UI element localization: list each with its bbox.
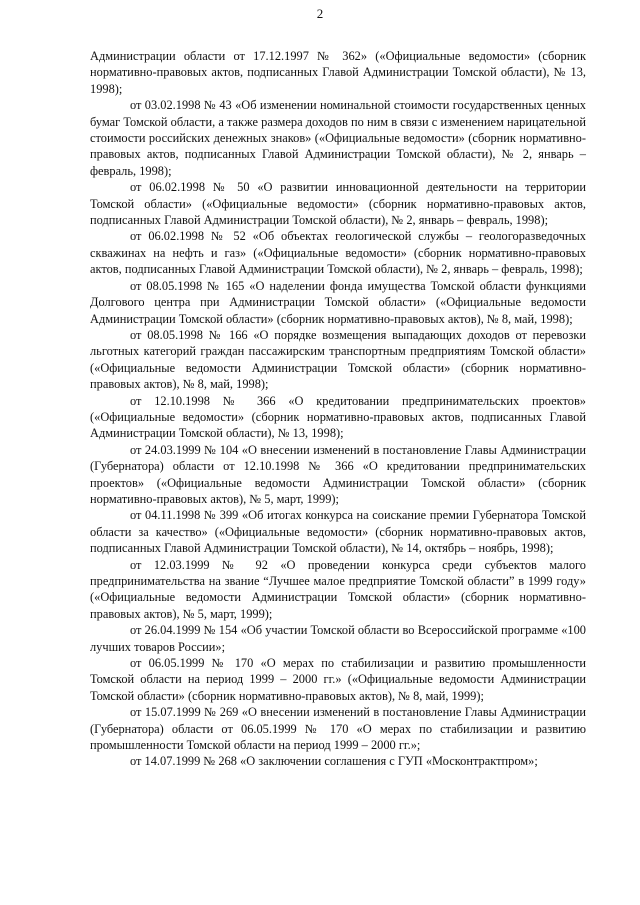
paragraph: от 06.02.1998 № 52 «Об объектах геологической службы – геологоразведочных скважинах на нефть и газ» («Официальные ведомости» (сборник нормативно-правовых актов, подписанных Главой Администрации Томской области), № 2, январь – февраль, 1998);: [90, 229, 586, 277]
paragraph: от 04.11.1998 № 399 «Об итогах конкурса на соискание премии Губернатора Томской области за качество» («Официальные ведомости» (сборник нормативно-правовых актов, подписанных Главой Администрации Томской области), № 14, октябрь – ноябрь, 1998);: [90, 508, 586, 556]
paragraph: от 03.02.1998 № 43 «Об изменении номинальной стоимости государственных ценных бумаг Томской области, а также размера доходов по ним в связи с изменением нарицательной стоимости российских денежных знаков» («Официальные ведомости» (сборник нормативно-правовых актов, подписанных Главой Администрации Томской области), № 2, январь – февраль, 1998);: [90, 98, 586, 178]
paragraph: от 26.04.1999 № 154 «Об участии Томской области во Всероссийской программе «100 лучших товаров России»;: [90, 623, 586, 654]
paragraph: от 12.10.1998 № 366 «О кредитовании предпринимательских проектов» («Официальные ведомости» (сборник нормативно-правовых актов, подписанных Главой Администрации Томской области), № 13, 1998);: [90, 393, 586, 441]
document-body: [90, 48, 586, 770]
paragraph: от 15.07.1999 № 269 «О внесении изменений в постановление Главы Администрации (Губернатора) области от 06.05.1999 № 170 «О мерах по стабилизации и развитию промышленности Томской области на период 1999 – 2000 гг.»;: [90, 705, 586, 753]
paragraph: от 12.03.1999 № 92 «О проведении конкурса среди субъектов малого предпринимательства на звание “Лучшее малое предприятие Томской области” в 1999 году» («Официальные ведомости Администрации Томской области» (сборник нормативно-правовых актов), № 5, март, 1999);: [90, 557, 586, 621]
page-number: 2: [316, 6, 324, 21]
paragraph: Администрации области от 17.12.1997 № 362» («Официальные ведомости» (сборник нормативно-правовых актов, подписанных Главой Администрации Томской области), № 13, 1998);: [90, 49, 586, 96]
paragraph: от 14.07.1999 № 268 «О заключении соглашения с ГУП «Москонтрактпром»;: [130, 754, 538, 769]
paragraph: от 08.05.1998 № 166 «О порядке возмещения выпадающих доходов от перевозки льготных категорий граждан пассажирским транспортным предприятиям Томской области» («Официальные ведомости Администрации Томской области» (сборник нормативно-правовых актов), № 8, май, 1998);: [90, 327, 586, 392]
paragraph: от 06.02.1998 № 50 «О развитии инновационной деятельности на территории Томской области» («Официальные ведомости» (сборник нормативно-правовых актов, подписанных Главой Администрации Томской области), № 2, январь – февраль, 1998);: [90, 180, 586, 228]
paragraph: от 08.05.1998 № 165 «О наделении фонда имущества Томской области функциями Долгового центра при Администрации Томской области» («Официальные ведомости Администрации Томской области» (сборник нормативно-правовых актов), № 8, май, 1998);: [90, 278, 586, 326]
paragraph: от 06.05.1999 № 170 «О мерах по стабилизации и развитию промышленности Томской области на период 1999 – 2000 гг.» («Официальные ведомости Администрации Томской области» (сборник нормативно-правовых актов), № 8, май, 1999);: [90, 656, 586, 703]
paragraph: от 24.03.1999 № 104 «О внесении изменений в постановление Главы Администрации (Губернатора) области от 12.10.1998 № 366 «О кредитовании предпринимательских проектов» («Официальные ведомости Администрации Томской области» (сборник нормативно-правовых актов), № 5, март, 1999);: [90, 442, 586, 506]
